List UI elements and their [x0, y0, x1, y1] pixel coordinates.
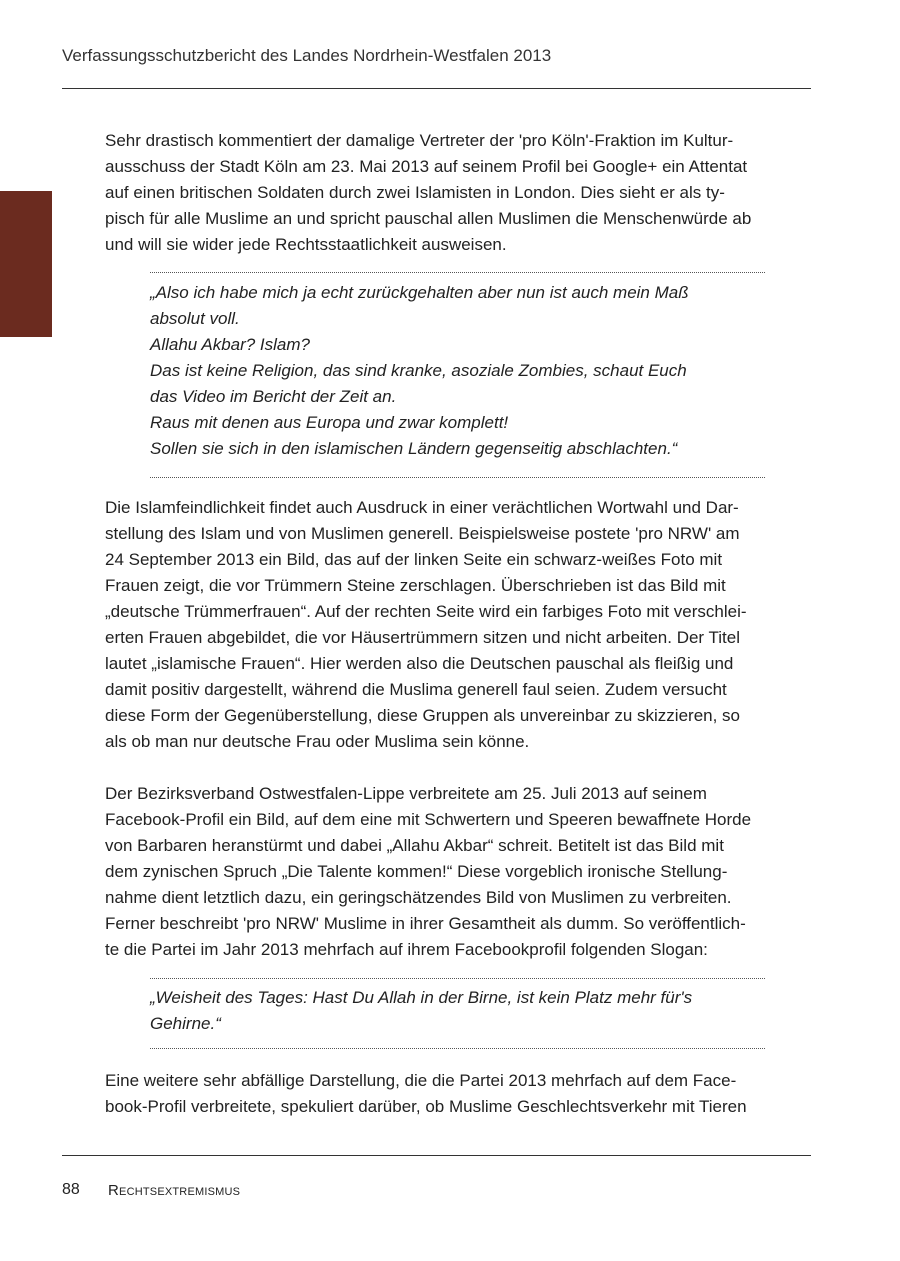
quote-2 [150, 985, 765, 1037]
quote-line: Sollen sie sich in den islamischen Ländern gegenseitig abschlachten.“ [150, 439, 678, 458]
page-number: 88 [62, 1181, 80, 1198]
text-line: book-Profil verbreitete, spekuliert darüber, ob Muslime Geschlechtsverkehr mit Tieren [105, 1097, 747, 1116]
text-line: ausschuss der Stadt Köln am 23. Mai 2013 auf seinem Profil bei Google+ ein Attentat [105, 157, 748, 176]
quote-1 [150, 280, 765, 462]
paragraph-1 [105, 128, 810, 258]
text-line: pisch für alle Muslime an und spricht pauschal allen Muslimen die Menschenwürde ab [105, 209, 752, 228]
header-divider [62, 88, 811, 89]
quote-top-divider [150, 978, 765, 979]
text-line: 24 September 2013 ein Bild, das auf der linken Seite ein schwarz-weißes Foto mit [105, 550, 723, 569]
page-header-title: Verfassungsschutzbericht des Landes Nordrhein-Westfalen 2013 [62, 46, 552, 65]
quote-line: absolut voll. [150, 309, 240, 328]
text-line: Frauen zeigt, die vor Trümmern Steine zerschlagen. Überschrieben ist das Bild mit [105, 576, 726, 595]
section-title: Rechtsextremismus [108, 1182, 241, 1199]
quote-bottom-divider [150, 477, 765, 478]
paragraph-2 [105, 495, 810, 755]
text-line: Ferner beschreibt 'pro NRW' Muslime in ihrer Gesamtheit als dumm. So veröffentlich- [105, 914, 746, 933]
text-line: Der Bezirksverband Ostwestfalen-Lippe verbreitete am 25. Juli 2013 auf seinem [105, 784, 707, 803]
footer-divider [62, 1155, 811, 1156]
quote-line: „Weisheit des Tages: Hast Du Allah in der Birne, ist kein Platz mehr für's [150, 988, 693, 1007]
paragraph-3 [105, 781, 810, 963]
text-line: diese Form der Gegenüberstellung, diese Gruppen als unvereinbar zu skizzieren, so [105, 706, 741, 725]
text-line: stellung des Islam und von Muslimen generell. Beispielsweise postete 'pro NRW' am [105, 524, 740, 543]
text-line: te die Partei im Jahr 2013 mehrfach auf ihrem Facebookprofil folgenden Slogan: [105, 940, 708, 959]
quote-bottom-divider [150, 1048, 765, 1049]
text-line: nahme dient letztlich dazu, ein geringschätzendes Bild von Muslimen zu verbreiten. [105, 888, 732, 907]
text-line: erten Frauen abgebildet, die vor Häusertrümmern sitzen und nicht arbeiten. Der Titel [105, 628, 740, 647]
chapter-marker [0, 191, 52, 337]
text-line: von Barbaren heranstürmt und dabei „Allahu Akbar“ schreit. Betitelt ist das Bild mit [105, 836, 724, 855]
text-line: „deutsche Trümmerfrauen“. Auf der rechten Seite wird ein farbiges Foto mit verschlei- [105, 602, 747, 621]
text-line: Eine weitere sehr abfällige Darstellung, die die Partei 2013 mehrfach auf dem Face- [105, 1071, 737, 1090]
text-line: Facebook-Profil ein Bild, auf dem eine mit Schwertern und Speeren bewaffnete Horde [105, 810, 752, 829]
quote-line: Das ist keine Religion, das sind kranke, asoziale Zombies, schaut Euch [150, 361, 687, 380]
quote-line: „Also ich habe mich ja echt zurückgehalten aber nun ist auch mein Maß [150, 283, 689, 302]
text-line: auf einen britischen Soldaten durch zwei Islamisten in London. Dies sieht er als ty- [105, 183, 725, 202]
quote-line: Gehirne.“ [150, 1014, 221, 1033]
quote-line: Raus mit denen aus Europa und zwar komplett! [150, 413, 509, 432]
text-line: damit positiv dargestellt, während die Muslima generell faul seien. Zudem versucht [105, 680, 727, 699]
text-line: als ob man nur deutsche Frau oder Muslima sein könne. [105, 732, 530, 751]
text-line: Sehr drastisch kommentiert der damalige Vertreter der 'pro Köln'-Fraktion im Kultur- [105, 131, 734, 150]
paragraph-4 [105, 1068, 810, 1120]
quote-top-divider [150, 272, 765, 273]
text-line: und will sie wider jede Rechtsstaatlichkeit ausweisen. [105, 235, 507, 254]
text-line: Die Islamfeindlichkeit findet auch Ausdruck in einer verächtlichen Wortwahl und Dar- [105, 498, 739, 517]
quote-line: Allahu Akbar? Islam? [150, 335, 311, 354]
text-line: lautet „islamische Frauen“. Hier werden also die Deutschen pauschal als fleißig und [105, 654, 734, 673]
quote-line: das Video im Bericht der Zeit an. [150, 387, 397, 406]
text-line: dem zynischen Spruch „Die Talente kommen!“ Diese vorgeblich ironische Stellung- [105, 862, 728, 881]
